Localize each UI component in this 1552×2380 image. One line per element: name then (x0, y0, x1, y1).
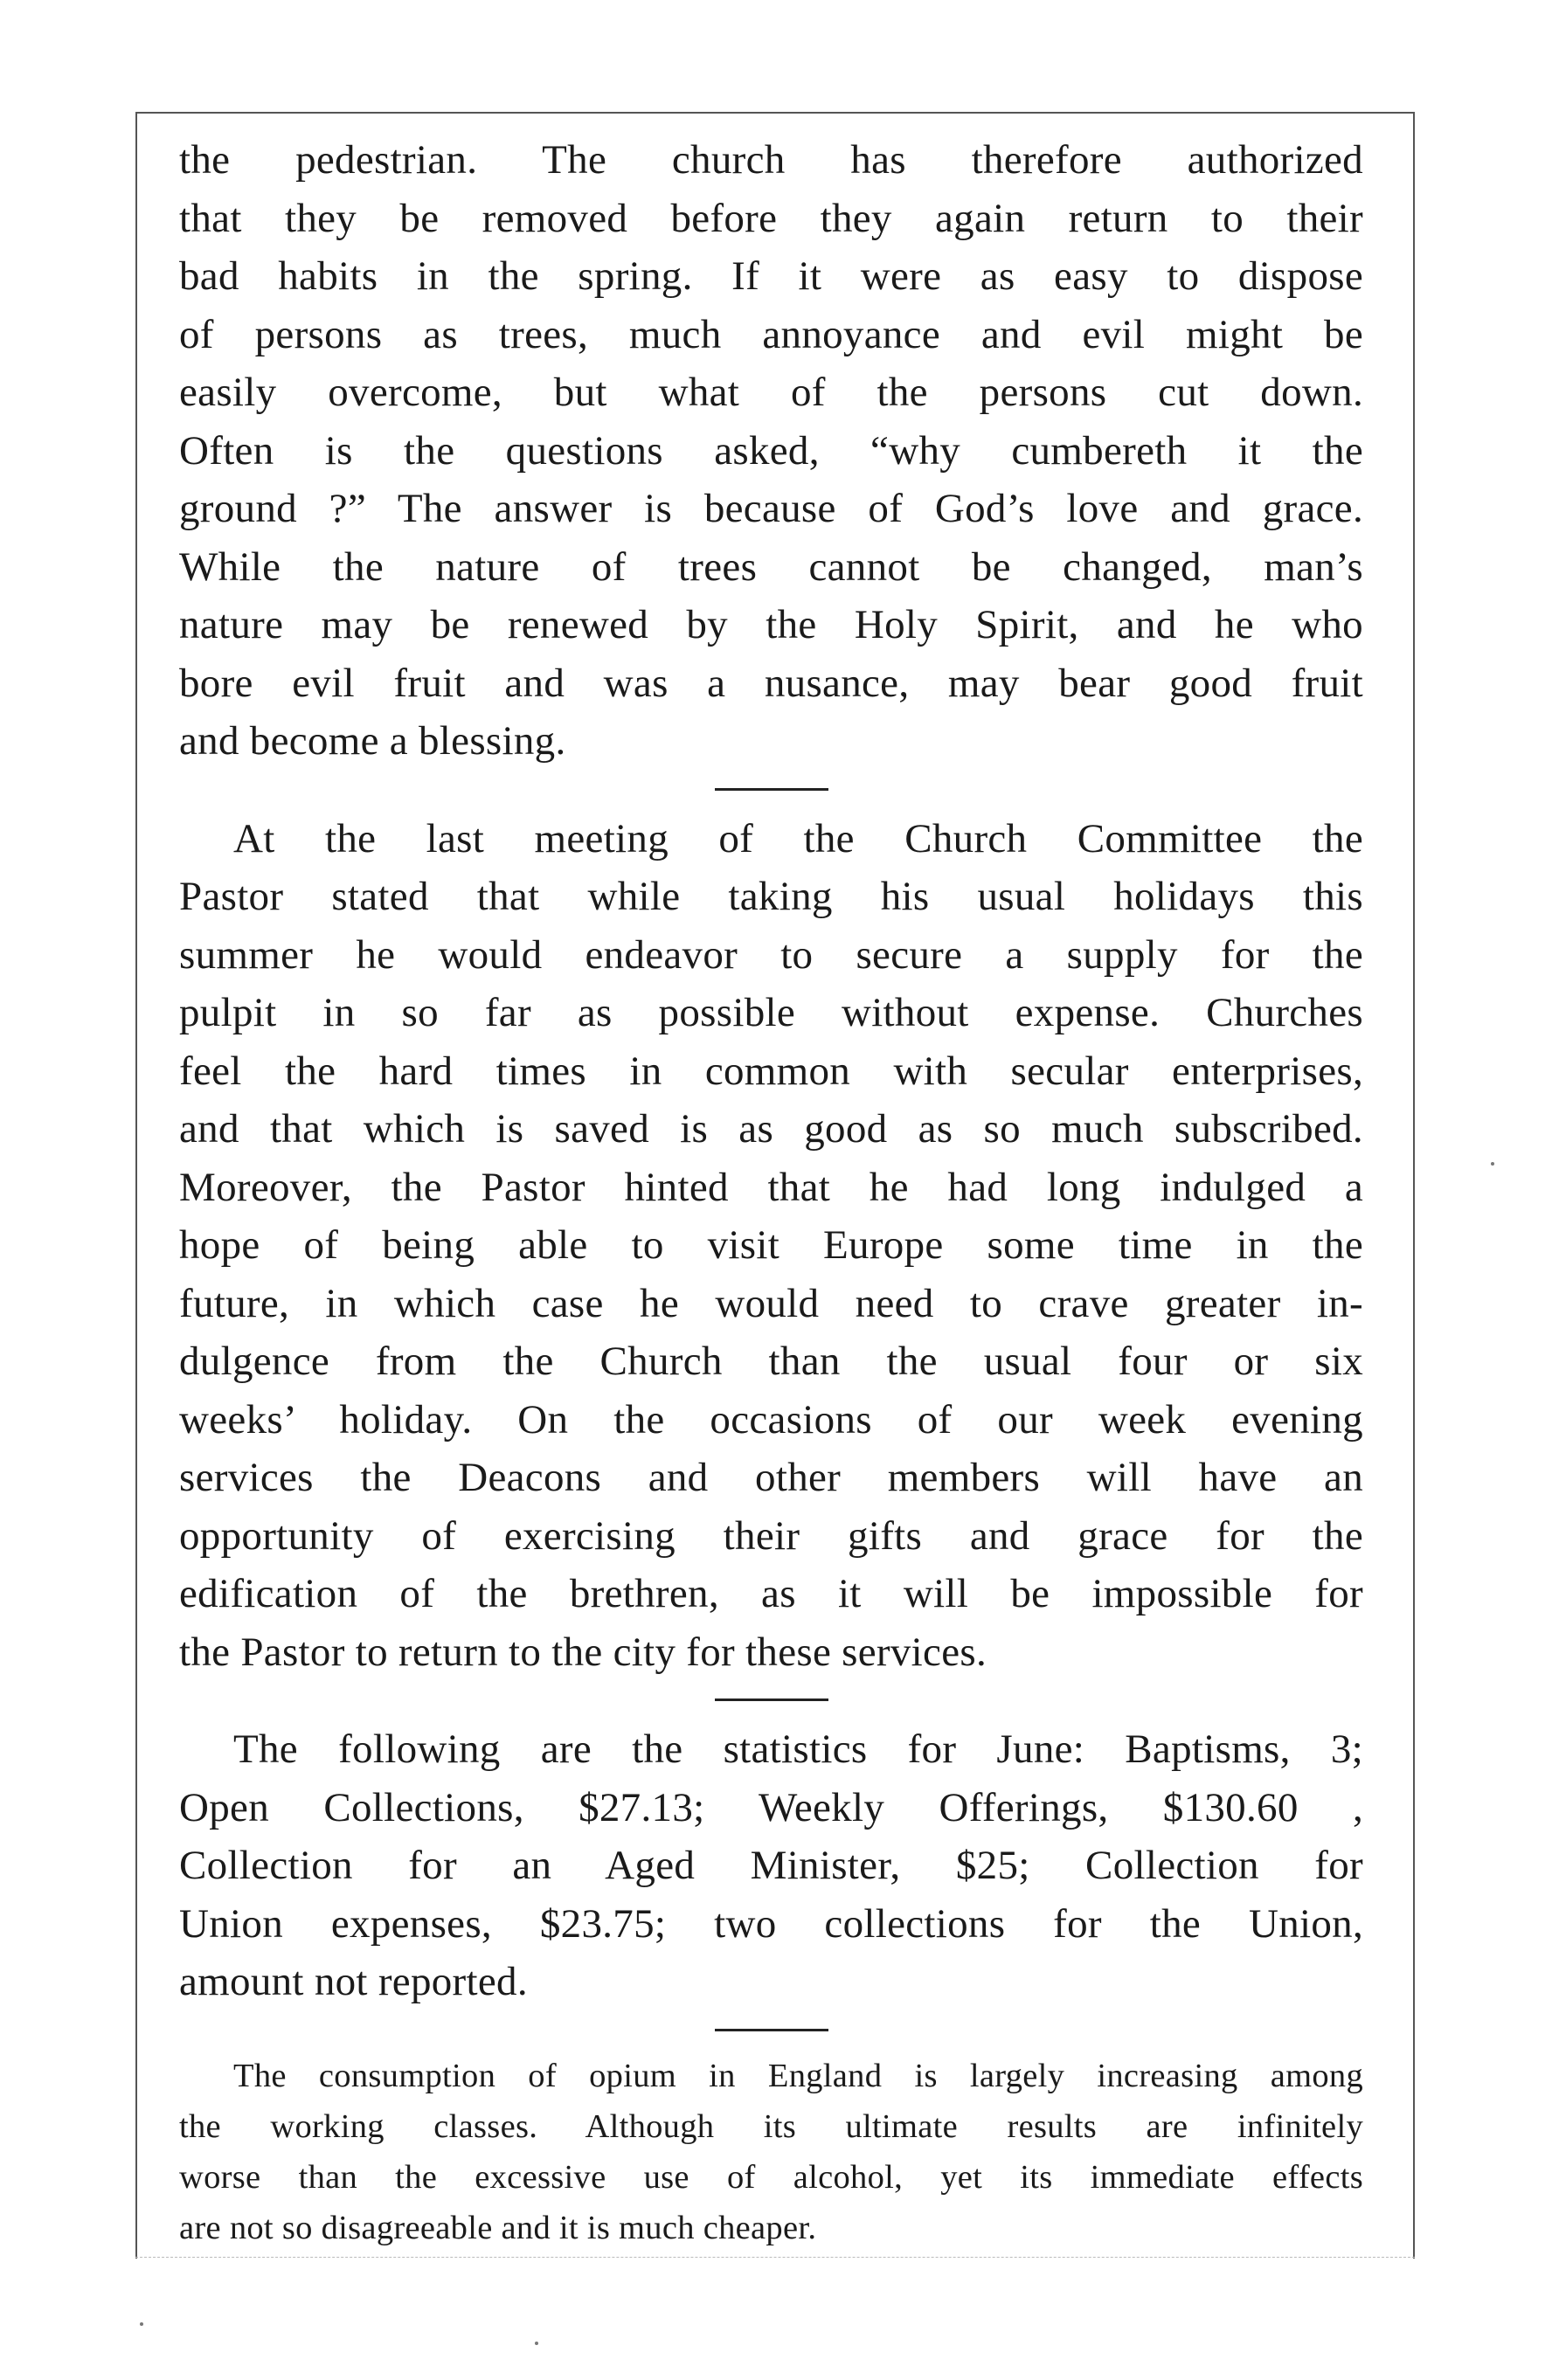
text-line: Collection for an Aged Minister, $25; Collection for (179, 1843, 1363, 1888)
text-line: summer he would endeavor to secure a supply for the (179, 931, 1363, 978)
text-line: Often is the questions asked, “why cumbereth it the (179, 427, 1363, 474)
scan-speck (1491, 1162, 1494, 1166)
section-divider (715, 788, 828, 791)
text-line: and that which is saved is as good as so much subscribed. (179, 1106, 1363, 1152)
text-line: nature may be renewed by the Holy Spirit, and he who (179, 602, 1363, 647)
text-line: Pastor stated that while taking his usual holidays this (179, 874, 1363, 919)
text-line: the working classes. Although its ultimate results are infinitely (179, 2107, 1363, 2145)
text-line: dulgence from the Church than the usual four or six (179, 1339, 1363, 1384)
text-line: weeks’ holiday. On the occasions of our week evening (179, 1396, 1363, 1443)
text-line: worse than the excessive use of alcohol, yet its immediate effects (179, 2158, 1363, 2196)
paragraph-opium-note (179, 2051, 1363, 2253)
text-line: and become a blessing. (179, 718, 566, 764)
text-line: At the last meeting of the Church Committee the (233, 815, 1363, 861)
text-line: opportunity of exercising their gifts and grace for the (179, 1512, 1363, 1559)
text-line: While the nature of trees cannot be changed, man’s (179, 543, 1363, 590)
text-line: amount not reported. (179, 1959, 528, 2004)
text-line: of persons as trees, much annoyance and evil might be (179, 311, 1363, 357)
paragraph-june-statistics (179, 1720, 1363, 2011)
text-line: Open Collections, $27.13; Weekly Offerings, $130.60 , (179, 1784, 1363, 1830)
section-divider (715, 1699, 828, 1701)
text-line: Moreover, the Pastor hinted that he had long indulged a (179, 1164, 1363, 1210)
text-line: services the Deacons and other members will have an (179, 1455, 1363, 1500)
text-line: pulpit in so far as possible without expense. Churches (179, 990, 1363, 1035)
text-line: easily overcome, but what of the persons cut down. (179, 370, 1363, 415)
text-line: the pedestrian. The church has therefore authorized (179, 137, 1363, 183)
text-line: Union expenses, $23.75; two collections for the Union, (179, 1900, 1363, 1947)
text-line: The consumption of opium in England is largely increasing among (233, 2057, 1363, 2094)
text-line: ground ?” The answer is because of God’s love and grace. (179, 486, 1363, 531)
section-divider (715, 2029, 828, 2031)
column-frame-bottom (135, 2257, 1415, 2258)
text-line: edification of the brethren, as it will be impossible for (179, 1571, 1363, 1616)
text-line: bad habits in the spring. If it were as easy to dispose (179, 253, 1363, 299)
scan-speck (140, 2322, 143, 2326)
text-line: The following are the statistics for June: Baptisms, 3; (233, 1726, 1363, 1772)
text-line: future, in which case he would need to crave greater in- (179, 1280, 1363, 1326)
text-line: feel the hard times in common with secular enterprises, (179, 1048, 1363, 1094)
text-line: are not so disagreeable and it is much cheaper. (179, 2209, 817, 2246)
text-line: bore evil fruit and was a nusance, may bear good fruit (179, 660, 1363, 706)
scan-speck (535, 2342, 538, 2345)
text-line: the Pastor to return to the city for these services. (179, 1629, 987, 1675)
paragraph-trees (179, 131, 1363, 771)
article-column (179, 131, 1363, 2253)
text-line: that they be removed before they again return to their (179, 195, 1363, 241)
paragraph-pastor-holidays (179, 810, 1363, 1682)
text-line: hope of being able to visit Europe some time in the (179, 1222, 1363, 1268)
